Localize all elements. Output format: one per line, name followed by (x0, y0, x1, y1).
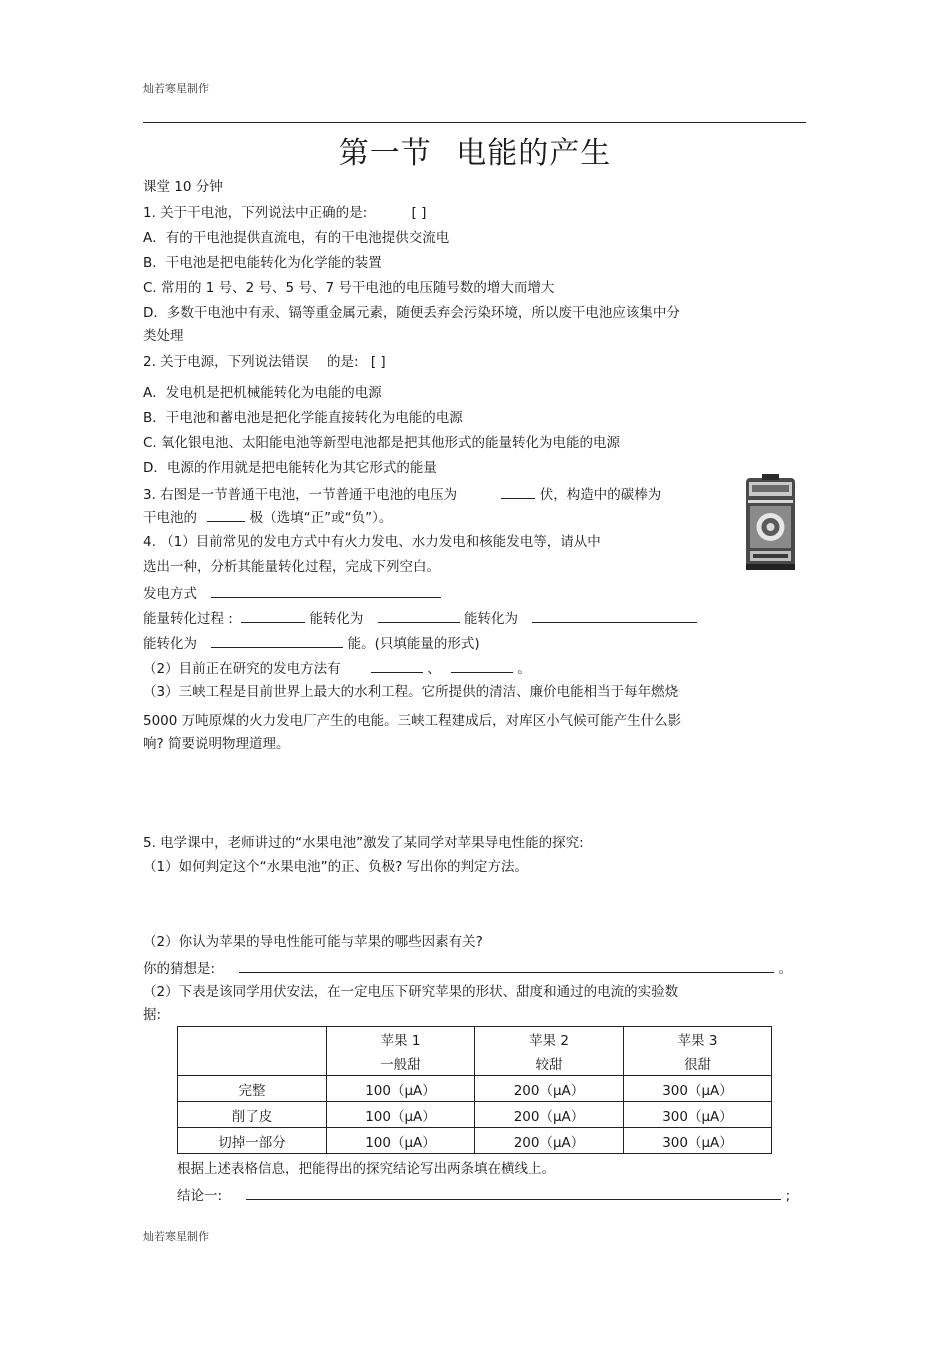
q2-stem-tail: 的是: (326, 354, 359, 370)
q4-conversion-row1 (143, 608, 697, 628)
q5-guess-end: 。 (778, 961, 793, 977)
table-row-label: 完整 (178, 1076, 327, 1102)
q4-part3-line3: 响? 简要说明物理道理。 (143, 736, 290, 752)
table-sweet-apple1: 一般甜 (327, 1051, 475, 1076)
q5-conclusion-label: 结论一: (177, 1188, 223, 1204)
table-cell: 100（μA） (327, 1102, 475, 1128)
table-row (178, 1128, 772, 1154)
q4-converts-to-2: 能转化为 (464, 611, 519, 627)
q4-method-new-blank-1[interactable] (371, 658, 423, 673)
q3-line2-text-b: 极（选填“正”或“负”）。 (249, 510, 393, 526)
q4-conversion-label: 能量转化过程 : (143, 611, 233, 627)
q4-part2-sep: 、 (427, 661, 441, 677)
q5-part3-line1: （2）下表是该同学用伏安法，在一定电压下研究苹果的形状、甜度和通过的电流的实验数 (143, 984, 679, 1000)
q4-part3-line1: （3）三峡工程是目前世界上最大的水利工程。它所提供的清洁、廉价电能相当于每年燃烧 (143, 684, 679, 700)
q5-part2: （2）你认为苹果的导电性能可能与苹果的哪些因素有关? (143, 934, 483, 950)
q1-option-a: A．有的干电池提供直流电，有的干电池提供交流电 (143, 230, 450, 246)
q3-line1-text-b: 伏，构造中的碳棒为 (539, 487, 662, 503)
q4-energy-blank-3[interactable] (532, 608, 697, 623)
q4-part2-end: 。 (517, 661, 531, 677)
q5-guess-blank[interactable] (239, 958, 774, 973)
table-header-row (178, 1027, 772, 1052)
table-cell: 300（μA） (624, 1102, 772, 1128)
q4-energy-blank-2[interactable] (378, 608, 460, 623)
table-cell: 300（μA） (624, 1128, 772, 1154)
q1-option-b: B．干电池是把电能转化为化学能的装置 (143, 255, 382, 271)
q4-energy-blank-4[interactable] (211, 633, 343, 648)
q2-option-a: A．发电机是把机械能转化为电能的电源 (143, 385, 382, 401)
q4-converts-to-1: 能转化为 (309, 611, 364, 627)
header-rule (143, 122, 806, 123)
q5-part1: （1）如何判定这个“水果电池”的正、负极? 写出你的判定方法。 (143, 859, 529, 875)
q4-method-row (143, 583, 441, 603)
table-corner-cell (178, 1027, 327, 1076)
q3-voltage-blank[interactable] (501, 484, 535, 499)
q3-line2-text-a: 干电池的 (143, 510, 197, 526)
q5-part3-line2: 据: (143, 1007, 162, 1023)
q4-part2 (143, 658, 531, 678)
table-cell: 200（μA） (475, 1102, 624, 1128)
table-cell: 100（μA） (327, 1128, 475, 1154)
table-cell: 200（μA） (475, 1076, 624, 1102)
table-cell: 300（μA） (624, 1076, 772, 1102)
page-header: 灿若寒星制作 (143, 82, 209, 95)
q2-answer-bracket: [ ] (370, 354, 386, 370)
q3-pole-blank[interactable] (207, 507, 245, 522)
q1-option-d-line1: D．多数干电池中有汞、镉等重金属元素，随便丢弃会污染环境，所以废干电池应该集中分 (143, 305, 680, 321)
table-sweet-apple3: 很甜 (624, 1051, 772, 1076)
q1-option-c: C. 常用的 1 号、2 号、5 号、7 号干电池的电压随号数的增大而增大 (143, 280, 555, 296)
q4-part3-line2: 5000 万吨原煤的火力发电厂产生的电能。三峡工程建成后，对库区小气候可能产生什么影 (143, 713, 682, 729)
table-header-apple2: 苹果 2 (475, 1027, 624, 1052)
table-cell: 200（μA） (475, 1128, 624, 1154)
q5-guess-row (143, 958, 792, 978)
q2-stem (143, 353, 386, 371)
q4-conversion-end: 能。(只填能量的形式) (347, 636, 480, 652)
q1-stem (143, 204, 426, 222)
q4-energy-blank-1[interactable] (241, 608, 305, 623)
table-header-apple3: 苹果 3 (624, 1027, 772, 1052)
q5-stem: 5. 电学课中，老师讲过的“水果电池”激发了某同学对苹果导电性能的探究: (143, 835, 584, 851)
table-row-label: 削了皮 (178, 1102, 327, 1128)
page-footer: 灿若寒星制作 (143, 1230, 209, 1243)
q1-option-d-line2: 类处理 (143, 328, 184, 344)
table-sweet-apple2: 较甜 (475, 1051, 624, 1076)
q5-conclusion-end: ; (785, 1188, 791, 1204)
q5-conclusion-row (177, 1185, 790, 1205)
q3-line1-text-a: 3. 右图是一节普通干电池，一节普通干电池的电压为 (143, 487, 458, 503)
q5-after-table: 根据上述表格信息，把能得出的探究结论写出两条填在横线上。 (177, 1161, 555, 1177)
section-subtitle: 课堂 10 分钟 (143, 179, 223, 195)
q5-conclusion-blank[interactable] (246, 1185, 781, 1200)
page-title: 第一节 电能的产生 (338, 136, 612, 171)
q4-conversion-row2 (143, 633, 480, 653)
q4-method-blank[interactable] (211, 583, 441, 598)
q3-line1 (143, 484, 661, 504)
q4-method-new-blank-2[interactable] (451, 658, 513, 673)
table-row-label: 切掉一部分 (178, 1128, 327, 1154)
dry-cell-battery-icon (744, 474, 797, 572)
table-row (178, 1102, 772, 1128)
q2-option-d: D．电源的作用就是把电能转化为其它形式的能量 (143, 460, 437, 476)
table-cell: 100（μA） (327, 1076, 475, 1102)
q4-part1-line2: 选出一种，分析其能量转化过程，完成下列空白。 (143, 559, 440, 575)
q1-answer-bracket: [ ] (411, 205, 427, 221)
q5-guess-label: 你的猜想是: (143, 961, 216, 977)
q3-line2 (143, 507, 392, 527)
q2-option-b: B．干电池和蓄电池是把化学能直接转化为电能的电源 (143, 410, 463, 426)
apple-current-table (177, 1026, 772, 1154)
table-row (178, 1076, 772, 1102)
q1-stem-text: 1. 关于干电池，下列说法中正确的是: (143, 205, 368, 221)
q2-stem-text: 2. 关于电源，下列说法错误 (143, 354, 309, 370)
table-header-apple1: 苹果 1 (327, 1027, 475, 1052)
q4-method-label: 发电方式 (143, 586, 197, 602)
q4-part2-text: （2）目前正在研究的发电方法有 (143, 661, 341, 677)
q4-part1-line1: 4. （1）目前常见的发电方式中有火力发电、水力发电和核能发电等，请从中 (143, 534, 601, 550)
q2-option-c: C. 氧化银电池、太阳能电池等新型电池都是把其他形式的能量转化为电能的电源 (143, 435, 621, 451)
q4-converts-to-3: 能转化为 (143, 636, 197, 652)
